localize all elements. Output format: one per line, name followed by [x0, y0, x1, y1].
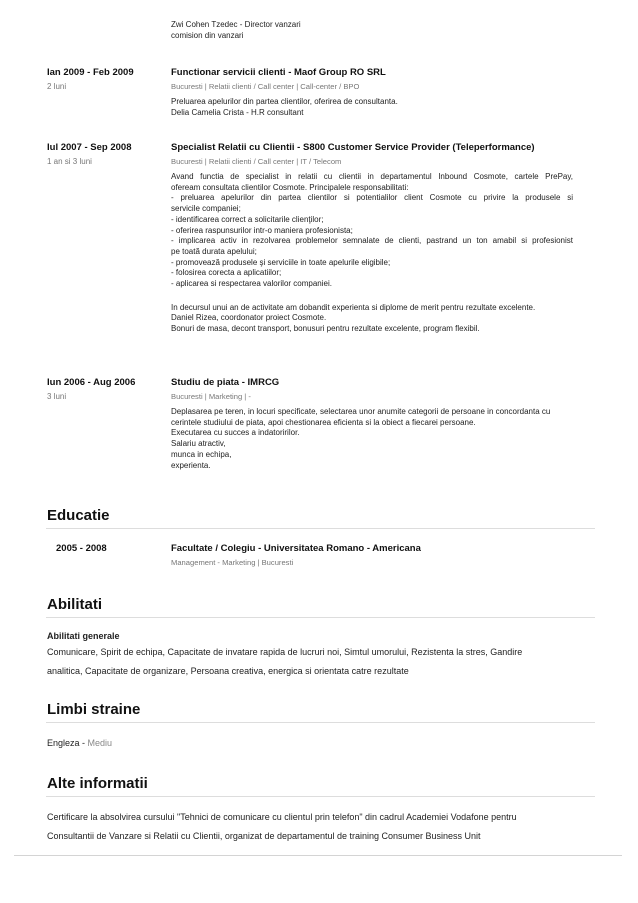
description-line: Salariu atractiv, — [171, 439, 226, 449]
description-line: Executarea cu succes a indatoririlor. — [171, 428, 300, 438]
description-line: - folosirea corecta a aplicatiilor; — [171, 268, 282, 278]
job-description — [171, 407, 550, 471]
top-entry-description — [171, 20, 301, 41]
section-heading-languages: Limbi straine — [47, 701, 141, 718]
education-title: Facultate / Colegiu - Universitatea Romano - Americana — [171, 543, 421, 554]
description-line: comision din vanzari — [171, 30, 244, 40]
job-dates: Iun 2006 - Aug 2006 — [47, 377, 136, 388]
description-line: - promovează produsele şi serviciile in toate apelurile eligibile; — [171, 257, 391, 267]
description-line: pe toată durata apelului; — [171, 246, 257, 256]
job-meta: Bucuresti | Marketing | - — [171, 392, 251, 401]
job-description — [171, 97, 398, 118]
description-line: - oferirea raspunsurilor intr-o maniera profesionista; — [171, 225, 353, 235]
job-dates: Ian 2009 - Feb 2009 — [47, 67, 134, 78]
description-line: Daniel Rizea, coordonator proiect Cosmote. — [171, 313, 327, 323]
job-description — [171, 172, 573, 335]
description-line: Deplasarea pe teren, in locuri specificate, selectarea unor anumite categorii de persoane in concordanta cu — [171, 407, 551, 416]
other-text — [47, 808, 517, 845]
education-dates: 2005 - 2008 — [56, 543, 107, 554]
section-divider — [46, 796, 595, 797]
job-duration: 1 an si 3 luni — [47, 157, 92, 166]
description-line: servicile companiei; — [171, 204, 241, 214]
education-meta: Management - Marketing | Bucuresti — [171, 558, 294, 567]
description-line: - implicarea activ in rezolvarea problemelor semnalate de clienti, pastrand un ton amabil si profesionist — [171, 236, 573, 246]
section-heading-skills: Abilitati — [47, 596, 102, 613]
job-meta: Bucuresti | Relatii clienti / Call center | IT / Telecom — [171, 157, 342, 166]
other-line: Certificare la absolvirea cursului "Tehnici de comunicare cu clientul prin telefon" din cadrul Academiei Vodafone pentru — [47, 812, 517, 822]
section-divider — [46, 528, 595, 529]
footer-divider — [14, 855, 622, 856]
job-title: Specialist Relatii cu Clientii - S800 Customer Service Provider (Teleperformance) — [171, 142, 535, 153]
description-line: Preluarea apelurilor din partea clientilor, oferirea de consultanta. — [171, 97, 398, 106]
section-heading-other: Alte informatii — [47, 775, 148, 792]
description-line: Bonuri de masa, decont transport, bonusuri pentru rezultate excelente, program flexibil. — [171, 324, 480, 334]
job-meta: Bucuresti | Relatii clienti / Call center | Call-center / BPO — [171, 82, 360, 91]
skills-line: analitica, Capacitate de organizare, Persoana creativa, energica si orientata catre rezultate — [47, 665, 409, 676]
job-title: Studiu de piata - IMRCG — [171, 377, 280, 388]
skills-subheading: Abilitati generale — [47, 631, 120, 641]
description-line: experienta. — [171, 460, 211, 470]
language-entry — [47, 734, 112, 753]
description-line: cerintele studiului de piata, apoi chestionarea eficienta si la obiect a fiecarei persoane. — [171, 417, 476, 427]
language-separator: - — [79, 738, 88, 748]
section-divider — [46, 722, 595, 723]
description-line: - aplicarea si respectarea valorilor companiei. — [171, 279, 332, 289]
language-level: Mediu — [87, 738, 113, 748]
job-title: Functionar servicii clienti - Maof Group RO SRL — [171, 67, 386, 78]
other-line: Consultantii de Vanzare si Relatii cu Clientii, organizat de departamentul de training Consumer Business Unit — [47, 830, 481, 841]
description-line: ofeream consultata clientilor Cosmote. Principalele responsabilitati: — [171, 182, 409, 192]
job-duration: 3 luni — [47, 392, 67, 401]
section-divider — [46, 617, 595, 618]
description-line: Avand functia de specialist in relatii cu clientii in departamentul Inbound Cosmote, cartele PrePay, — [171, 172, 573, 181]
description-line: - identificarea correct a solicitarile clienţilor; — [171, 214, 324, 224]
description-line: Zwi Cohen Tzedec - Director vanzari — [171, 20, 301, 29]
description-line: In decursul unui an de activitate am dobandit experienta si diplome de merit pentru rezultate excelente. — [171, 302, 536, 312]
skills-text — [47, 643, 522, 680]
description-line: munca in echipa, — [171, 449, 232, 459]
skills-line: Comunicare, Spirit de echipa, Capacitate de invatare rapida de lucruri noi, Simtul umorului, Rezistenta la stres, Gandire — [47, 647, 523, 657]
job-duration: 2 luni — [47, 82, 67, 91]
description-line: - preluarea apelurilor din partea clientilor si potentialilor client Cosmote cu privire la produsele si — [171, 193, 573, 203]
description-line: Delia Camelia Crista - H.R consultant — [171, 107, 304, 117]
section-heading-education: Educatie — [47, 507, 110, 524]
description-line — [171, 290, 573, 303]
job-dates: Iul 2007 - Sep 2008 — [47, 142, 132, 153]
language-name: Engleza — [47, 738, 80, 748]
